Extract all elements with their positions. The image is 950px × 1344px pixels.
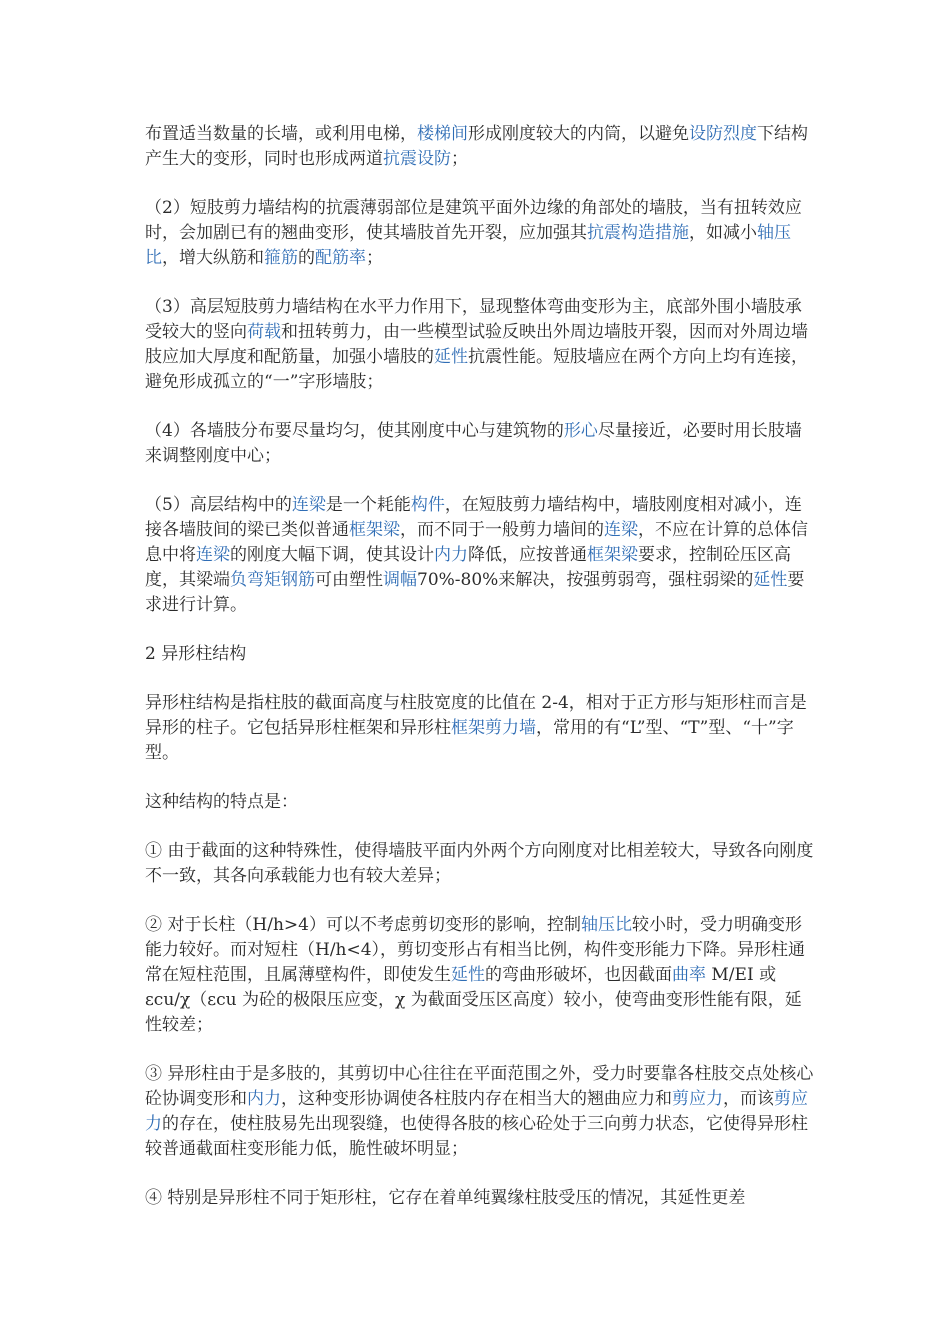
keyword-link[interactable]: 楼梯间 xyxy=(417,124,468,144)
paragraph xyxy=(145,1062,815,1162)
text-segment: ④ 特别是异形柱不同于矩形柱，它存在着单纯翼缘柱肢受压的情况，其延性更差 xyxy=(145,1188,746,1208)
keyword-link[interactable]: 荷载 xyxy=(247,322,281,342)
keyword-link[interactable]: 延性 xyxy=(451,965,485,985)
text-segment: ，在短肢剪力墙结构中，墙肢刚度相对减小，连接各墙肢间的梁已类似普通 xyxy=(145,495,802,540)
keyword-link[interactable]: 抗震设防 xyxy=(383,149,451,169)
paragraph xyxy=(145,839,815,889)
paragraph xyxy=(145,642,815,667)
text-segment: 要求，控制砼压区高度，其梁端 xyxy=(145,545,791,590)
text-segment: ； xyxy=(366,248,383,268)
text-segment: 尽量接近，必要时用长肢墙来调整刚度中心； xyxy=(145,421,802,466)
keyword-link[interactable]: 剪应力 xyxy=(672,1089,723,1109)
text-segment: M/EI 或 εcu/χ（εcu 为砼的极限压应变，χ 为截面受压区高度）较小，使弯曲变形性能有限，延性较差； xyxy=(145,965,802,1035)
text-segment: 降低，应按普通 xyxy=(468,545,587,565)
paragraph xyxy=(145,493,815,618)
keyword-link[interactable]: 框架梁 xyxy=(587,545,638,565)
text-segment: ② 对于长柱（H/h>4）可以不考虑剪切变形的影响，控制 xyxy=(145,915,581,935)
text-segment: ① 由于截面的这种特殊性，使得墙肢平面内外两个方向刚度对比相差较大，导致各向刚度不一致，其各向承载能力也有较大差异； xyxy=(145,841,814,886)
text-segment: 较小时，受力明确变形能力较好。而对短柱（H/h<4），剪切变形占有相当比例，构件变形能力下降。异形柱通常在短柱范围，且属薄壁构件，即使发生 xyxy=(145,915,806,985)
text-segment: 可由塑性 xyxy=(315,570,383,590)
text-segment: 70%-80%来解决，按强剪弱弯，强柱弱梁的 xyxy=(417,570,754,590)
keyword-link[interactable]: 曲率 xyxy=(672,965,706,985)
text-segment: 下结构产生大的变形，同时也形成两道 xyxy=(145,124,808,169)
paragraph xyxy=(145,122,815,172)
paragraph xyxy=(145,790,815,815)
text-segment: 的 xyxy=(298,248,315,268)
text-segment: 和扭转剪力，由一些模型试验反映出外周边墙肢开裂，因而对外周边墙肢应加大厚度和配筋量，加强小墙肢的 xyxy=(145,322,808,367)
keyword-link[interactable]: 负弯矩钢筋 xyxy=(230,570,315,590)
text-segment: 要求进行计算。 xyxy=(145,570,805,615)
paragraph xyxy=(145,419,815,469)
text-segment: 异形柱结构是指柱肢的截面高度与柱肢宽度的比值在 2-4，相对于正方形与矩形柱而言是异形的柱子。它包括异形柱框架和异形柱 xyxy=(145,693,807,738)
text-segment: ； xyxy=(451,149,468,169)
text-segment: （4）各墙肢分布要尽量均匀，使其刚度中心与建筑物的 xyxy=(145,421,564,441)
keyword-link[interactable]: 配筋率 xyxy=(315,248,366,268)
text-segment: 布置适当数量的长墙，或利用电梯， xyxy=(145,124,417,144)
text-segment: （2）短肢剪力墙结构的抗震薄弱部位是建筑平面外边缘的角部处的墙肢，当有扭转效应时，会加剧已有的翘曲变形，使其墙肢首先开裂，应加强其 xyxy=(145,198,802,243)
keyword-link[interactable]: 框架梁 xyxy=(349,520,400,540)
text-segment: ，而该 xyxy=(723,1089,774,1109)
text-segment: 是一个耗能 xyxy=(325,495,411,515)
paragraph xyxy=(145,196,815,271)
text-segment: 形成刚度较大的内筒，以避免 xyxy=(468,124,689,144)
keyword-link[interactable]: 箍筋 xyxy=(264,248,298,268)
paragraph xyxy=(145,913,815,1038)
keyword-link[interactable]: 设防烈度 xyxy=(689,124,757,144)
text-segment: ③ 异形柱由于是多肢的，其剪切中心往往在平面范围之外，受力时要靠各柱肢交点处核心砼协调变形和 xyxy=(145,1064,814,1109)
text-segment: ，常用的有“L”型、“T”型、“十”字型。 xyxy=(145,718,794,763)
paragraph xyxy=(145,691,815,766)
text-segment: 抗震性能。短肢墙应在两个方向上均有连接，避免形成孤立的“一”字形墙肢； xyxy=(145,347,808,392)
keyword-link[interactable]: 连梁 xyxy=(604,520,638,540)
text-segment: 2 异形柱结构 xyxy=(145,644,247,664)
keyword-link[interactable]: 构件 xyxy=(410,495,445,515)
text-segment: ，这种变形协调使各柱肢内存在相当大的翘曲应力和 xyxy=(281,1089,672,1109)
keyword-link[interactable]: 调幅 xyxy=(383,570,417,590)
keyword-link[interactable]: 连梁 xyxy=(196,545,230,565)
keyword-link[interactable]: 框架剪力墙 xyxy=(451,718,536,738)
text-segment: （3）高层短肢剪力墙结构在水平力作用下，显现整体弯曲变形为主，底部外围小墙肢承受较大的竖向 xyxy=(145,297,802,342)
keyword-link[interactable]: 连梁 xyxy=(291,495,326,515)
text-segment: ，而不同于一般剪力墙间的 xyxy=(400,520,604,540)
keyword-link[interactable]: 内力 xyxy=(434,545,468,565)
keyword-link[interactable]: 内力 xyxy=(247,1089,281,1109)
keyword-link[interactable]: 形心 xyxy=(563,421,598,441)
keyword-link[interactable]: 延性 xyxy=(434,347,468,367)
keyword-link[interactable]: 延性 xyxy=(753,570,788,590)
keyword-link[interactable]: 抗震构造措施 xyxy=(587,223,689,243)
text-segment: 这种结构的特点是： xyxy=(145,792,298,812)
paragraph xyxy=(145,1186,815,1211)
text-segment: （5）高层结构中的 xyxy=(145,495,292,515)
text-segment: 的弯曲形破坏，也因截面 xyxy=(485,965,672,985)
text-segment: ，如减小 xyxy=(689,223,757,243)
paragraph xyxy=(145,295,815,395)
text-segment: 的刚度大幅下调，使其设计 xyxy=(230,545,434,565)
text-segment: 的存在，使柱肢易先出现裂缝，也使得各肢的核心砼处于三向剪力状态，它使得异形柱较普通截面柱变形能力低，脆性破坏明显； xyxy=(145,1114,808,1159)
keyword-link[interactable]: 轴压比 xyxy=(580,915,632,935)
document-body xyxy=(145,122,815,1235)
text-segment: ，不应在计算的总体信息中将 xyxy=(145,520,808,565)
keyword-link[interactable]: 轴压比 xyxy=(145,223,791,268)
text-segment: ，增大纵筋和 xyxy=(162,248,264,268)
keyword-link[interactable]: 剪应力 xyxy=(145,1089,808,1134)
